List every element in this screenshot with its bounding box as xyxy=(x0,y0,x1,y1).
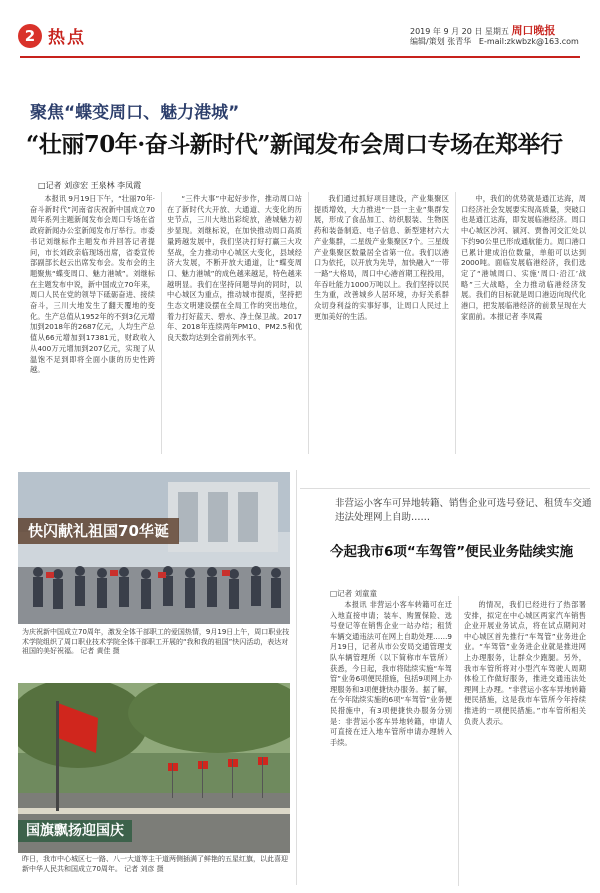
story2-headline: 今起我市6项“车驾管”便民业务陆续实施 xyxy=(330,544,574,560)
story2-byline: □记者 刘童童 xyxy=(330,589,377,598)
flash-mob-photo xyxy=(18,472,290,624)
main-story-column-3 xyxy=(314,194,449,452)
column-text: 我们通过抓好项目建设，产业集聚区提质增效，大力推进“一县一主业”集群发展，形成了食品加工、纺织服装、生物医药和装备制造、电子信息、新型建材六大产业集群，二星级产业集聚区7个。三星级产业集聚区数量居全省第一位。我们以港口为依托，以开放为先导，加快融入“一带一路”大格局，周口中心港首期工程投用，年吞吐能力1000万吨以上。我们坚持以民生为重，改善城乡人居环境，办好关系群众切身利益的实事好事，让周口人民过上更加美好的生活。 xyxy=(314,194,449,321)
column-divider xyxy=(308,192,309,454)
header-divider xyxy=(20,56,580,58)
main-story-column-4 xyxy=(461,194,586,452)
editor-line xyxy=(410,36,579,47)
flags-banner: 国旗飘扬迎国庆 xyxy=(18,820,132,842)
main-story-headline: “壮丽70年·奋斗新时代”新闻发布会周口专场在郑举行 xyxy=(26,131,563,158)
column-text: 中，我们的优势就是通江达海，周口经济社会发展要实现高质量，突破口也是通江达海，即发展临港经济。周口中心城区沙河、颍河、贾鲁河交汇处以下约90公里已形成通航能力。周口港口已累计建成泊位数量，单船可以达到2000吨。面临发展临港经济，我们选定了“港城周口、实施‘周口·沿江’战略”三大战略，全力推动临港经济发展。我们的目标就是周口港迈向现代化港口，把发展临港经济的前景呈现在大家面前。本报记者 李凤霞 xyxy=(461,194,586,321)
column-divider xyxy=(458,596,459,886)
contact-email: E-mail:zkwbzk@163.com xyxy=(478,37,579,46)
main-story-byline: □记者 刘彦宏 王泉林 李凤霞 xyxy=(38,181,142,190)
story2-column-2 xyxy=(464,600,586,885)
section-title: 热点 xyxy=(48,28,86,48)
flags-caption: 昨日，我市中心城区七一路、八一大道等主干道两侧插满了鲜艳的五星红旗，以此喜迎新中华人民共和国成立70周年。 记者 刘彦 摄 xyxy=(22,855,288,873)
main-story-column-1 xyxy=(30,194,155,452)
column-divider xyxy=(161,192,162,454)
page-header xyxy=(0,0,600,70)
column-text: 的情况，我们已经进行了热部署安排，拟定在中心城区两家汽车销售企业开展业务试点，将在试点期间对中心城区首先推行“车驾管”业务进企业。“车驾管”业务进企业就是推进网上办理服务，让群众少跑腿。另外，我市车管所将对小型汽车驾驶人周期体检工作做好服务，推进交通违法处理网上办理。“非营运小客车异地转籍便民措施，这是我市车管所今年持续推进的一项便民措施。”市车管所相关负责人表示。 xyxy=(464,600,586,726)
flash-mob-caption: 为庆祝新中国成立70周年，激发全体干部职工的爱国热情，9月19日上午，周口职业技术学院组织了周口职业技术学院全体干部职工开展的“我和我的祖国”快闪活动，表达对祖国的美好祝福。 记者 黄佳 摄 xyxy=(22,628,290,655)
section-divider xyxy=(296,470,297,885)
section-number-badge: 2 xyxy=(18,24,42,48)
main-story-kicker: 聚焦“蝶变周口、魅力港城” xyxy=(30,103,240,123)
issue-date: 2019 年 9 月 20 日 星期五 xyxy=(410,27,509,36)
column-text: 本报讯 非营运小客车转籍可在迁入地直接申请；装车、购置保险、选号登记等在销售企业一站办结；租赁车辆交通违法可在网上自助处理……9月19日，记者从市公安局交通管理支队车辆管理所（以下简称市车管所）获悉，今日起，我市将陆续实施“车驾管”业务6项便民措施，包括9项网上办理服务和3项便捷快办服务。据了解，在今年陆续实施的6项“车驾管”业务便民措施中，有3项便捷快办服务分别是：非营运小客车异地转籍，申请人可直接在迁入地车管所申请办理转入手续。 xyxy=(330,600,452,747)
column-text: 本报讯 9月19日下午，“壮丽70年·奋斗新时代”河南省庆祝新中国成立70周年系列主题新闻发布会周口专场在省政府新闻办公室新闻发布厅举行。市委书记刘继标作主题发布并回答记者提问，市长刘政亲临现场出席，省委宣传部副部长赵云出席发布会。发布会的主题聚焦“蝶变周口、魅力港城”。刘继标在主题发布中说，新中国成立70年来，周口人民在党的领导下砥砺奋进、接续奋斗，三川大地发生了翻天覆地的变化。生产总值从1952年的不到3亿元增加到2018年的2687亿元，人均生产总值从66元增加到17381元，财政收入从400万元增加到207亿元，实现了从温饱不足到即将全面小康的历史性跨越。 xyxy=(30,194,155,375)
masthead-logo: 周口晚报 xyxy=(511,24,556,37)
flash-mob-banner: 快闪献礼祖国70华诞 xyxy=(18,518,179,544)
story2-top-rule xyxy=(300,488,590,489)
main-story-column-2 xyxy=(167,194,302,452)
story2-kicker: 非营运小客车可异地转籍、销售企业可选号登记、租赁车交通违法处理网上自助…… xyxy=(335,498,592,523)
column-divider xyxy=(455,192,456,454)
story2-column-1 xyxy=(330,600,452,885)
editor-name: 编辑/策划 张青华 xyxy=(410,37,472,46)
column-text: “三件大事”中起好步作，推动周口站在了新时代大开放、大通道、大变化的历史节点，三川大地出彩绽放，港城魅力初步显现。刘继标说，在加快推动周口高质量跨越发展中，我们坚决打好打赢三大攻坚战，全力推动中心城区大变化，县域经济大发展，不断开放大通道，让“蝶变周口、魅力港城”的成色越来越足，特色越来越明显。我们在坚持问题导向的同时，以中心城区为重点，推动城市提质，坚持把生态文明建设摆在全局工作的突出地位，着力打好蓝天、碧水、净土保卫战。2017年、2018年连续两年PM10、PM2.5和优良天数均达到全省前列水平。 xyxy=(167,194,302,343)
